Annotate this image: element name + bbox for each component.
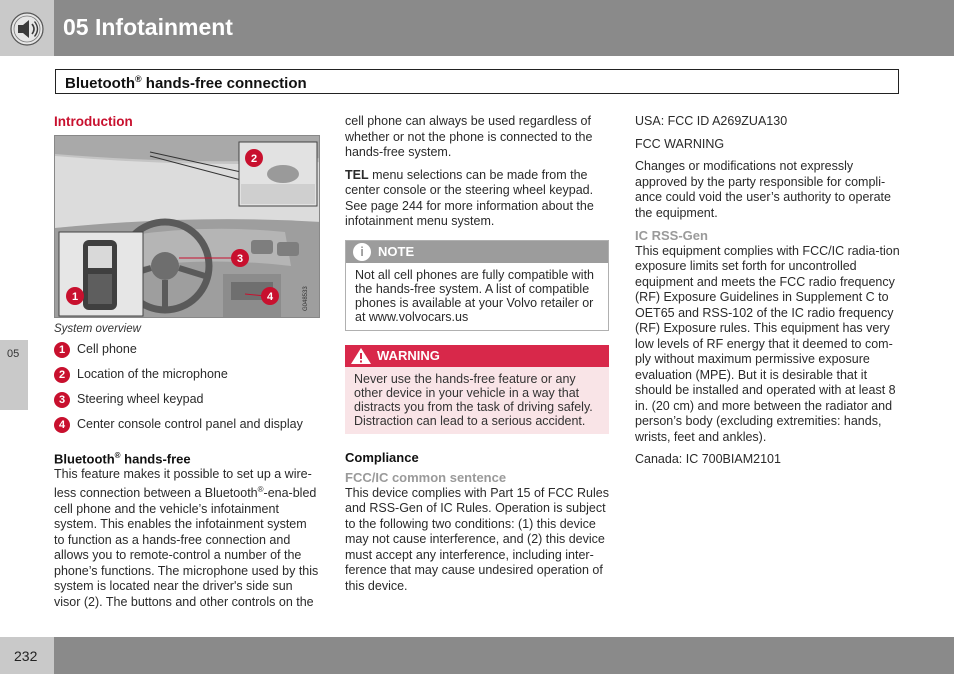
svg-text:4: 4 xyxy=(266,290,274,303)
footer-bar xyxy=(0,637,954,674)
legend-number-badge: 4 xyxy=(54,417,70,433)
tel-paragraph xyxy=(345,168,609,230)
chapter-side-tab xyxy=(0,340,28,410)
legend-item xyxy=(54,392,320,417)
legend-item xyxy=(54,342,320,367)
info-icon: i xyxy=(353,243,371,261)
legend-item xyxy=(54,417,320,442)
hands-free-heading-sup: ® xyxy=(114,451,121,460)
warning-body: Never use the hands-free feature or any other device in your vehicle in a way that distracts you from the task of driving safely. Distraction can lead to a serious accident. xyxy=(354,371,593,428)
hands-free-paragraph xyxy=(54,467,320,611)
note-body: Not all cell phones are fully compatible with the hands-free system. A list of compatible phones is available at your Volvo retailer or at www.volvocars.us xyxy=(355,267,595,324)
warning-triangle-icon xyxy=(350,347,372,365)
chapter-icon-box xyxy=(0,0,54,56)
figure-legend xyxy=(54,342,320,442)
continuation-paragraph: cell phone can always be used regardless of whether or not the phone is connected to the hands-free system. xyxy=(345,114,593,159)
canada-ic-id: Canada: IC 700BIAM2101 xyxy=(635,452,781,466)
tel-paragraph-text: menu selections can be made from the center console or the steering wheel keypad. See page 244 for more information about the infotainment menu system. xyxy=(345,167,594,228)
system-overview-figure xyxy=(54,135,320,318)
callout-2 xyxy=(245,149,263,167)
ic-paragraph: This equipment complies with FCC/IC radia-tion exposure limits set forth for uncontrolled equipment and meets the FCC radio frequency (RF) Exposure Guidelines in Supplement C to OET65 and RSS-102 of the IC radio frequency (RF) Exposure rules. This equipment has very low levels of RF energy that it deemed to com-ply without maximum permissive exposure evaluation (MPE). But it is desirable that it should be installed and operated with at least 8 in. (20 cm) and more between the radiator and person’s body (excluding extremities: hands, wrists, feet and ankles). xyxy=(635,243,900,444)
section-title-box xyxy=(55,69,899,94)
tel-keyword: TEL xyxy=(345,167,369,182)
svg-text:3: 3 xyxy=(236,252,244,265)
fcc-common-heading: FCC/IC common sentence xyxy=(345,470,507,485)
callout-4 xyxy=(261,287,279,305)
column-3 xyxy=(635,114,901,475)
hands-free-paragraph-b: -ena-bled cell phone and the vehicle’s infotainment system. This enables the infotainment system to function as a hands-free connection and allows you to remote-control a number of the phone’s functions. The microphone used by this system is located near the driver's side sun visor (2). The buttons and other controls on the xyxy=(54,486,319,609)
legend-number-badge: 1 xyxy=(54,342,70,358)
hands-free-paragraph-sup: ® xyxy=(257,485,264,495)
fcc-paragraph: This device complies with Part 15 of FCC Rules and RSS-Gen of IC Rules. Operation is subject to the following two conditions: (1) this device may not cause interference, and (2) this device must accept any interference, including inter-ference that may cause undesired operation of this device. xyxy=(345,485,609,593)
hands-free-heading xyxy=(54,448,320,467)
usa-fcc-id: USA: FCC ID A269ZUA130 xyxy=(635,114,788,128)
compliance-heading: Compliance xyxy=(345,449,419,465)
callout-1 xyxy=(66,287,84,305)
legend-text: Center console control panel and display xyxy=(77,417,303,431)
hands-free-paragraph-a: This feature makes it possible to set up a wire-less connection between a Bluetooth xyxy=(54,466,312,501)
section-title xyxy=(65,74,307,92)
section-title-rest: hands-free connection xyxy=(141,75,307,92)
callout-3 xyxy=(231,249,249,267)
svg-text:2: 2 xyxy=(250,152,258,165)
warning-header xyxy=(345,345,609,367)
legend-item xyxy=(54,367,320,392)
side-tab-label: 05 xyxy=(7,348,20,360)
figure-id: G048533 xyxy=(303,285,309,311)
legend-text: Steering wheel keypad xyxy=(77,392,204,406)
note-header xyxy=(346,241,608,263)
column-2 xyxy=(345,114,609,601)
ic-rss-gen-heading: IC RSS-Gen xyxy=(635,228,708,243)
introduction-heading: Introduction xyxy=(54,114,133,129)
chapter-title: 05 Infotainment xyxy=(63,14,233,40)
legend-number-badge: 3 xyxy=(54,392,70,408)
warning-label: WARNING xyxy=(377,347,440,363)
speaker-icon xyxy=(10,12,44,46)
column-1 xyxy=(54,114,320,617)
legend-number-badge: 2 xyxy=(54,367,70,383)
note-box xyxy=(345,240,609,331)
section-title-main: Bluetooth xyxy=(65,75,135,92)
figure-caption: System overview xyxy=(54,322,141,335)
legend-text: Cell phone xyxy=(77,342,137,356)
hands-free-heading-rest: hands-free xyxy=(120,451,191,467)
legend-text: Location of the microphone xyxy=(77,367,228,381)
section-title-sup: ® xyxy=(134,74,142,84)
warning-box xyxy=(345,345,609,434)
svg-text:1: 1 xyxy=(71,290,79,303)
hands-free-heading-main: Bluetooth xyxy=(54,451,115,467)
note-label: NOTE xyxy=(378,243,415,259)
page-number: 232 xyxy=(14,648,38,664)
car-interior-illustration xyxy=(55,136,320,318)
changes-paragraph: Changes or modifications not expressly approved by the party responsible for compli-ance could void the user’s authority to operate the equipment. xyxy=(635,159,891,220)
fcc-warning-label: FCC WARNING xyxy=(635,136,725,151)
